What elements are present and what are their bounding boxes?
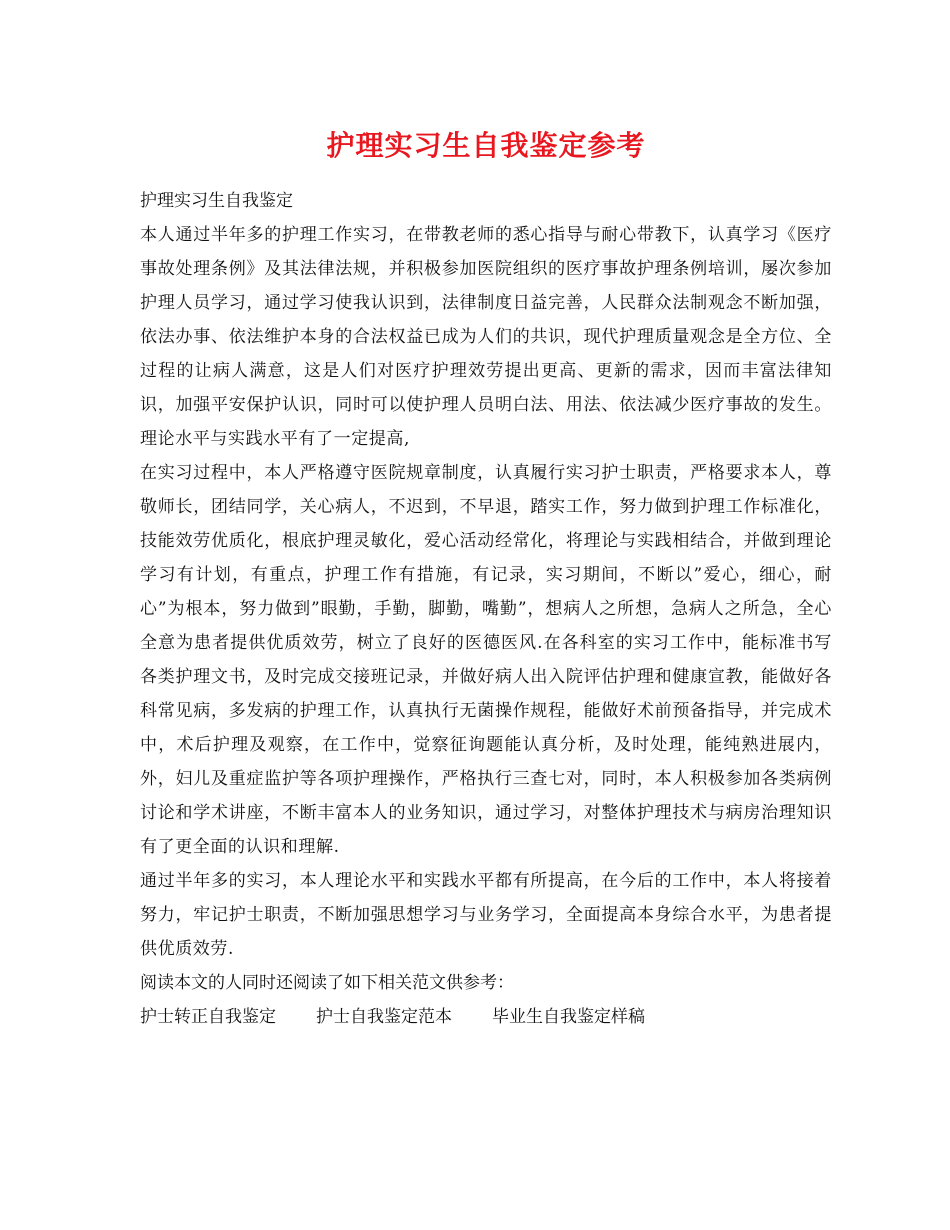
paragraph-intro: 本人通过半年多的护理工作实习，在带教老师的悉心指导与耐心带教下，认真学习《医疗事故处理条例》及其法律法规，并积极参加医院组织的医疗事故护理条例培训，屡次参加护理人员学习，通过学习使我认识到，法律制度日益完善，人民群众法制观念不断加强，依法办事、依法维护本身的合法权益已成为人们的共识，现代护理质量观念是全方位、全过程的让病人满意，这是人们对医疗护理效劳提出更高、更新的需求，因而丰富法律知识，加强平安保护认识，同时可以使护理人员明白法、用法、依法减少医疗事故的发生。理论水平与实践水平有了一定提高, — [140, 225, 832, 449]
document-subtitle: 护理实习生自我鉴定 — [140, 191, 293, 211]
related-link-nurse-regularization[interactable]: 护士转正自我鉴定 — [140, 1007, 276, 1027]
related-link-graduate-appraisal-draft[interactable]: 毕业生自我鉴定样稿 — [492, 1007, 645, 1027]
paragraph-conclusion: 通过半年多的实习，本人理论水平和实践水平都有所提高，在今后的工作中，本人将接着努力，牢记护士职责，不断加强思想学习与业务学习，全面提高本身综合水平，为患者提供优质效劳. — [140, 871, 832, 959]
paragraph-practice: 在实习过程中，本人严格遵守医院规章制度，认真履行实习护士职责，严格要求本人，尊敬师长，团结同学，关心病人，不迟到，不早退，踏实工作，努力做到护理工作标准化，技能效劳优质化，根底护理灵敏化，爱心活动经常化，将理论与实践相结合，并做到理论学习有计划，有重点，护理工作有措施，有记录，实习期间，不断以”爱心，细心，耐心”为根本，努力做到”眼勤，手勤，脚勤，嘴勤”，想病人之所想，急病人之所急，全心全意为患者提供优质效劳，树立了良好的医德医风.在各科室的实习工作中，能标准书写各类护理文书，及时完成交接班记录，并做好病人出入院评估护理和健康宣教，能做好各科常见病，多发病的护理工作，认真执行无菌操作规程，能做好术前预备指导，并完成术中，术后护理及观察，在工作中，觉察征询题能认真分析，及时处理，能纯熟进展内，外，妇儿及重症监护等各项护理操作，严格执行三查七对，同时，本人积极参加各类病例讨论和学术讲座，不断丰富本人的业务知识，通过学习，对整体护理技术与病房治理知识有了更全面的认识和理解. — [140, 463, 832, 857]
related-lead-text: 阅读本文的人同时还阅读了如下相关范文供参考： — [140, 973, 514, 993]
document-title: 护理实习生自我鉴定参考 — [326, 129, 646, 162]
related-links — [140, 1000, 832, 1034]
related-link-nurse-appraisal-sample[interactable]: 护士自我鉴定范本 — [316, 1007, 452, 1027]
